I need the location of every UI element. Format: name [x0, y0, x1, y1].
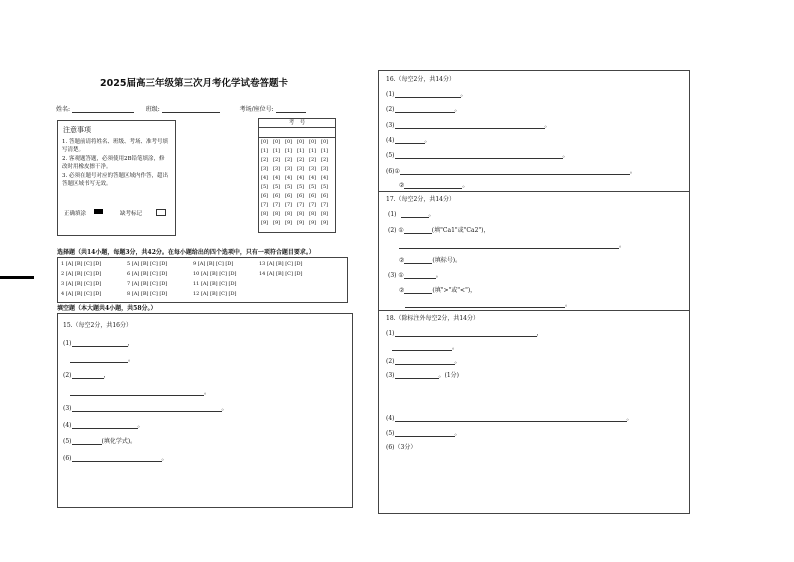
exam-digit-bubble[interactable]: [5]: [273, 184, 281, 190]
exam-digit-bubble[interactable]: [3]: [297, 166, 305, 172]
exam-number-write-row[interactable]: [259, 127, 335, 138]
mc-question-row[interactable]: [259, 271, 302, 277]
q17-label-4: (3) ①: [388, 272, 404, 279]
q17-label-1: (1): [388, 211, 397, 218]
q16-answer-6[interactable]: [400, 167, 630, 175]
exam-digit-bubble[interactable]: [0]: [321, 139, 329, 145]
q16-label-4: (4): [386, 137, 395, 144]
exam-digit-bubble[interactable]: [6]: [285, 193, 293, 199]
q15-suffix: 。: [128, 356, 135, 363]
q18-label-3: (3): [386, 372, 395, 379]
q15-label-3: (3): [63, 405, 72, 412]
notice-item: 1. 答题前请将姓名、班级、考场、准考号填写清楚。: [62, 139, 168, 153]
q15-label-5: (5): [63, 438, 72, 445]
exam-digit-bubble[interactable]: [6]: [309, 193, 317, 199]
mc-question-number: 5: [127, 261, 132, 267]
name-label: 姓名:: [56, 106, 71, 113]
exam-digit-bubble[interactable]: [9]: [321, 220, 329, 226]
mc-options[interactable]: [A] [B] [C] [D]: [200, 281, 237, 287]
exam-number-grid: [258, 118, 336, 233]
mc-question-row[interactable]: [193, 291, 236, 297]
q16-label-6: (6)①: [386, 168, 400, 175]
exam-number-header: 考 号: [259, 119, 335, 128]
mc-options[interactable]: [A] [B] [C] [D]: [131, 261, 168, 267]
exam-digit-bubble[interactable]: [7]: [321, 202, 329, 208]
q16-answer-1[interactable]: [395, 90, 461, 98]
q17-block: 17.（每空2分，共14分） (1) 。 (2) ① (填"Ca1"或"Ca2")， 。 ② (填标号)。 (3) ① 。 ② (填">"或"<")， 。: [379, 191, 689, 311]
exam-digit-bubble[interactable]: [8]: [285, 211, 293, 217]
q18-label-4: (4): [386, 415, 395, 422]
exam-digit-bubble[interactable]: [5]: [285, 184, 293, 190]
q17-answer-3[interactable]: [404, 256, 432, 264]
q15-label-1: (1): [63, 340, 72, 347]
right-column: [378, 70, 690, 514]
q16-label-5: (5): [386, 152, 395, 159]
mc-question-row[interactable]: [259, 261, 302, 267]
mc-options[interactable]: [A] [B] [C] [D]: [131, 281, 168, 287]
exam-digit-bubble[interactable]: [0]: [297, 139, 305, 145]
exam-digit-bubble[interactable]: [2]: [321, 157, 329, 163]
exam-digit-bubble[interactable]: [3]: [273, 166, 281, 172]
mc-question-row[interactable]: [127, 261, 167, 267]
exam-digit-bubble[interactable]: [9]: [285, 220, 293, 226]
notice-item: 2. 客观题答题，必须使用2B铅笔填涂，修改时用橡皮擦干净。: [62, 156, 165, 170]
q15-note-5: (填化学式)。: [101, 438, 137, 445]
mc-options[interactable]: [A] [B] [C] [D]: [197, 261, 234, 267]
q15-answer-2b[interactable]: [70, 388, 204, 396]
exam-digit-bubble[interactable]: [8]: [273, 211, 281, 217]
q17-label-3: ②: [399, 257, 405, 264]
q16-block: 16.（每空2分，共14分） (1) 。 (2) 。 (3) 。 (4) 。 (5) 。 (6)① 。 ② 。: [379, 71, 689, 192]
exam-digit-bubble[interactable]: [9]: [261, 220, 269, 226]
q17-answer-4[interactable]: [404, 271, 436, 279]
exam-digit-bubble[interactable]: [5]: [261, 184, 269, 190]
q15-label-4: (4): [63, 422, 72, 429]
mc-question-number: 9: [193, 261, 198, 267]
correct-fill-sample: [94, 209, 103, 214]
exam-digit-bubble[interactable]: [8]: [297, 211, 305, 217]
correct-fill-label: 正确填涂: [64, 211, 87, 217]
exam-digit-bubble[interactable]: [9]: [309, 220, 317, 226]
mc-question-number: 4: [61, 291, 66, 297]
q18-answer-4[interactable]: [395, 414, 627, 422]
exam-digit-bubble[interactable]: [5]: [297, 184, 305, 190]
q15-title: 15.（每空2分，共16分）: [63, 322, 132, 329]
mc-question-number: 6: [127, 271, 132, 277]
mc-question-row[interactable]: [127, 291, 167, 297]
exam-digit-bubble[interactable]: [8]: [321, 211, 329, 217]
seat-field[interactable]: [276, 105, 306, 113]
mc-question-row[interactable]: [61, 261, 101, 267]
exam-digit-bubble[interactable]: [1]: [309, 148, 317, 154]
q18-answer-1b[interactable]: [392, 343, 452, 351]
mc-options[interactable]: [A] [B] [C] [D]: [200, 271, 237, 277]
q16-answer-3[interactable]: [395, 121, 545, 129]
exam-digit-bubble[interactable]: [6]: [297, 193, 305, 199]
exam-digit-bubble[interactable]: [5]: [309, 184, 317, 190]
mc-question-number: 12: [193, 291, 201, 297]
exam-digit-bubble[interactable]: [1]: [261, 148, 269, 154]
exam-digit-bubble[interactable]: [2]: [285, 157, 293, 163]
mc-question-number: 13: [259, 261, 267, 267]
mc-options[interactable]: [A] [B] [C] [D]: [65, 281, 102, 287]
exam-digit-bubble[interactable]: [7]: [309, 202, 317, 208]
q15-box: 15.（每空2分，共16分） (1) ， 。 (2) ， 。 (3) 。 (4) 。 (5) (填化学式)。 (6) 。: [57, 313, 353, 508]
q16-title: 16.（每空2分，共14分）: [386, 76, 455, 83]
exam-digit-bubble[interactable]: [5]: [321, 184, 329, 190]
mc-grid: [61, 261, 345, 301]
q17-note-2: (填"Ca1"或"Ca2")，: [431, 227, 490, 234]
q17-note-5: (填">"或"<")，: [432, 287, 477, 294]
notice-title: 注意事项: [63, 126, 91, 134]
exam-digit-bubble[interactable]: [6]: [273, 193, 281, 199]
q15-answer-4[interactable]: [72, 421, 138, 429]
q18-label-5: (5): [386, 430, 395, 437]
student-info-row: [56, 104, 356, 114]
exam-digit-bubble[interactable]: [2]: [309, 157, 317, 163]
mc-question-row[interactable]: [193, 281, 236, 287]
exam-digit-bubble[interactable]: [3]: [261, 166, 269, 172]
q16-label-3: (3): [386, 122, 395, 129]
exam-digit-bubble[interactable]: [0]: [261, 139, 269, 145]
exam-digit-bubble[interactable]: [0]: [285, 139, 293, 145]
name-field[interactable]: [72, 105, 134, 113]
exam-digit-bubble[interactable]: [8]: [261, 211, 269, 217]
q16-label-6b: ②: [399, 182, 405, 189]
q15-answer-1b[interactable]: [70, 355, 128, 363]
seat-label: 考场/座位号:: [239, 106, 274, 113]
q17-answer-2b[interactable]: [399, 241, 619, 249]
mc-question-row[interactable]: [61, 291, 101, 297]
exam-digit-bubble[interactable]: [1]: [321, 148, 329, 154]
mc-question-number: 1: [61, 261, 66, 267]
q17-answer-5b[interactable]: [405, 300, 565, 308]
class-label: 班级:: [145, 106, 160, 113]
exam-digit-bubble[interactable]: [8]: [309, 211, 317, 217]
q18-block: 18.（除标注外每空2分，共14分） (1) ， 。 (2) 。 (3) 。(1分) (4) 。 (5) 。 (6)（3分）: [386, 315, 633, 451]
class-field[interactable]: [162, 105, 220, 113]
mc-options[interactable]: [A] [B] [C] [D]: [65, 261, 102, 267]
fill-section-title: 填空题（本大题共4小题，共58分。）: [57, 305, 157, 312]
q17-label-2: (2) ①: [388, 227, 404, 234]
q17-title: 17.（每空2分，共14分）: [386, 196, 455, 203]
q15-answer-2[interactable]: [72, 371, 104, 379]
q18-answer-3[interactable]: [395, 371, 439, 379]
exam-digit-bubble[interactable]: [2]: [261, 157, 269, 163]
mc-options[interactable]: [A] [B] [C] [D]: [266, 271, 303, 277]
q15-answer-1[interactable]: [72, 339, 128, 347]
q18-answer-5[interactable]: [395, 429, 455, 437]
q18-label-6: (6)（3分）: [386, 444, 417, 451]
exam-digit-bubble[interactable]: [4]: [321, 175, 329, 181]
mc-question-row[interactable]: [61, 271, 101, 277]
page-title: 2025届高三年级第三次月考化学试卷答题卡: [100, 78, 288, 89]
exam-digit-bubble[interactable]: [4]: [285, 175, 293, 181]
exam-digit-bubble[interactable]: [2]: [273, 157, 281, 163]
mc-question-row[interactable]: [61, 281, 101, 287]
exam-digit-bubble[interactable]: [3]: [285, 166, 293, 172]
q16-answer-5[interactable]: [395, 151, 563, 159]
q18-answer-1[interactable]: [395, 329, 537, 337]
exam-digit-bubble[interactable]: [4]: [261, 175, 269, 181]
q16-answer-2[interactable]: [395, 105, 455, 113]
mc-section-title: 选择题（共14小题，每题3分，共42分。在每小题给出的四个选项中，只有一项符合题目要求。）: [57, 249, 315, 256]
q15-answer-6[interactable]: [72, 454, 162, 462]
q18-title: 18.（除标注外每空2分，共14分）: [386, 315, 479, 322]
exam-digit-bubble[interactable]: [4]: [297, 175, 305, 181]
notice-item: 3. 必须在题号对应的答题区域内作答，超出答题区域书写无效。: [62, 173, 168, 187]
exam-digit-bubble[interactable]: [1]: [285, 148, 293, 154]
q15-label-6: (6): [63, 455, 72, 462]
mc-question-number: 7: [127, 281, 132, 287]
q18-note-3: 。(1分): [438, 372, 459, 379]
mc-answer-box: [57, 257, 348, 303]
mc-options[interactable]: [A] [B] [C] [D]: [200, 291, 237, 297]
q15-answer-5[interactable]: [72, 437, 102, 445]
margin-mark: [0, 276, 34, 279]
mc-question-number: 14: [259, 271, 267, 277]
q15-label-2: (2): [63, 372, 72, 379]
q16-answer-6b[interactable]: [404, 181, 462, 189]
mc-question-number: 3: [61, 281, 66, 287]
exam-digit-bubble[interactable]: [7]: [273, 202, 281, 208]
exam-digit-bubble[interactable]: [0]: [309, 139, 317, 145]
q18-label-1: (1): [386, 330, 395, 337]
missing-mark-box[interactable]: [156, 209, 166, 216]
exam-digit-bubble[interactable]: [1]: [273, 148, 281, 154]
mc-question-number: 2: [61, 271, 66, 277]
exam-digit-bubble[interactable]: [1]: [297, 148, 305, 154]
mc-question-number: 10: [193, 271, 201, 277]
mc-question-row[interactable]: [193, 261, 233, 267]
exam-digit-bubble[interactable]: [3]: [309, 166, 317, 172]
q16-label-2: (2): [386, 106, 395, 113]
exam-digit-bubble[interactable]: [7]: [297, 202, 305, 208]
notice-box: [57, 120, 176, 236]
q17-answer-2[interactable]: [404, 226, 432, 234]
exam-digit-bubble[interactable]: [7]: [261, 202, 269, 208]
mc-question-row[interactable]: [193, 271, 236, 277]
exam-digit-bubble[interactable]: [0]: [273, 139, 281, 145]
exam-digit-bubble[interactable]: [4]: [309, 175, 317, 181]
mc-question-row[interactable]: [127, 281, 167, 287]
exam-digit-bubble[interactable]: [4]: [273, 175, 281, 181]
digit-grid: [261, 139, 335, 231]
q18-label-2: (2): [386, 358, 395, 365]
exam-digit-bubble[interactable]: [7]: [285, 202, 293, 208]
q18-answer-2[interactable]: [395, 357, 455, 365]
exam-digit-bubble[interactable]: [3]: [321, 166, 329, 172]
mc-question-number: 11: [193, 281, 201, 287]
mc-options[interactable]: [A] [B] [C] [D]: [131, 271, 168, 277]
q16-answer-4[interactable]: [395, 136, 425, 144]
q17-note-3: (填标号)。: [432, 257, 462, 264]
mc-options[interactable]: [A] [B] [C] [D]: [266, 261, 303, 267]
exam-digit-bubble[interactable]: [6]: [261, 193, 269, 199]
q17-answer-1[interactable]: [401, 210, 429, 218]
mc-options[interactable]: [A] [B] [C] [D]: [131, 291, 168, 297]
q15-answer-3[interactable]: [72, 404, 222, 412]
exam-digit-bubble[interactable]: [6]: [321, 193, 329, 199]
exam-digit-bubble[interactable]: [9]: [297, 220, 305, 226]
q17-answer-5[interactable]: [404, 286, 432, 294]
mc-options[interactable]: [A] [B] [C] [D]: [65, 291, 102, 297]
mc-options[interactable]: [A] [B] [C] [D]: [65, 271, 102, 277]
missing-mark-label: 缺考标记: [120, 211, 143, 217]
exam-digit-bubble[interactable]: [2]: [297, 157, 305, 163]
exam-digit-bubble[interactable]: [9]: [273, 220, 281, 226]
mc-question-number: 8: [127, 291, 132, 297]
q17-label-5: ②: [399, 287, 405, 294]
q16-label-1: (1): [386, 91, 395, 98]
mc-question-row[interactable]: [127, 271, 167, 277]
